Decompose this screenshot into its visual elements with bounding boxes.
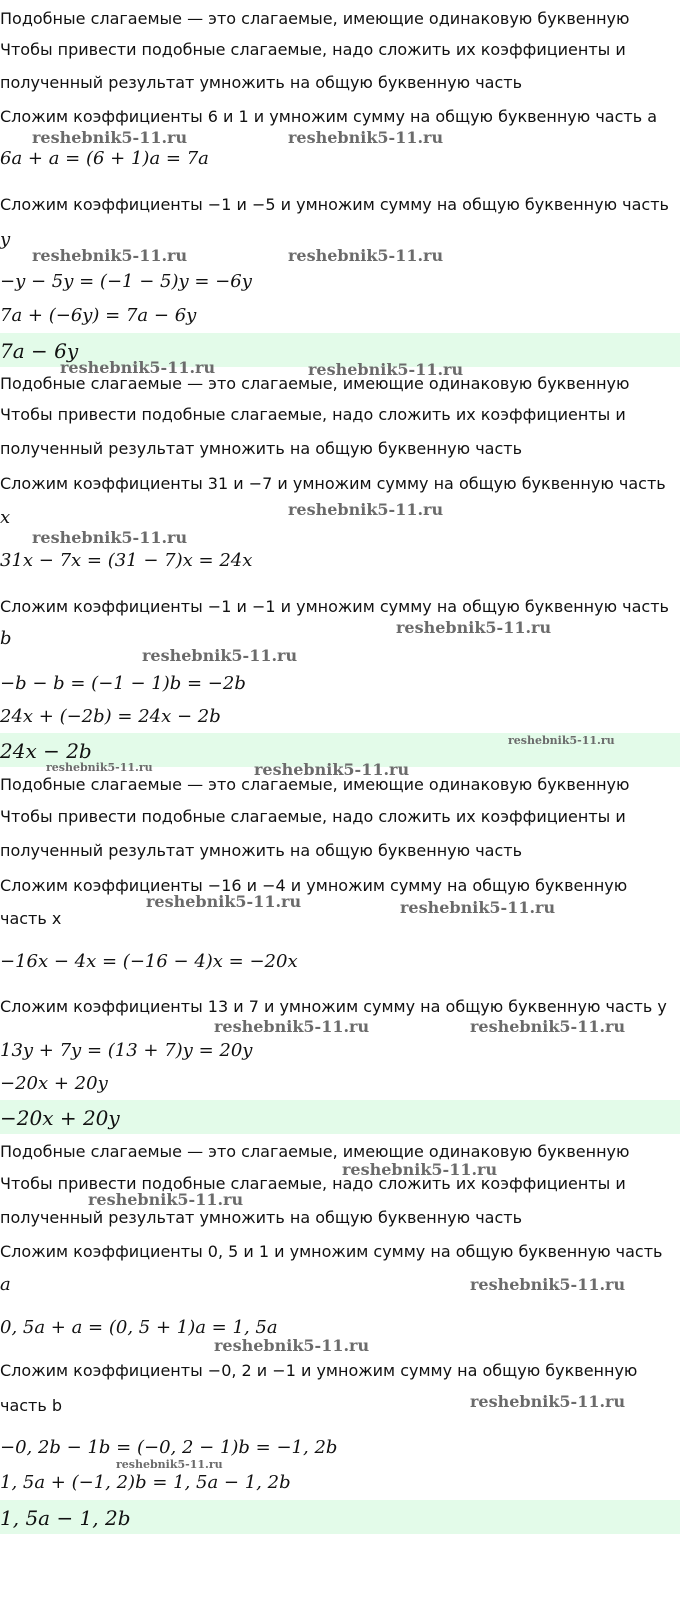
answer-box — [0, 1500, 680, 1534]
text-line: часть b — [0, 1396, 63, 1415]
text-line: Чтобы привести подобные слагаемые, надо сложить их коэффициенты и — [0, 807, 626, 826]
text-line: полученный результат умножить на общую буквенную часть — [0, 73, 523, 92]
math-line: 13y + 7y = (13 + 7)y = 20y — [0, 1040, 253, 1061]
text-line: полученный результат умножить на общую буквенную часть — [0, 439, 523, 458]
math-line: b — [0, 628, 12, 649]
text-line: Сложим коэффициенты 6 и 1 и умножим сумму на общую буквенную часть a — [0, 107, 658, 126]
watermark: reshebnik5-11.ru — [400, 898, 556, 917]
text-line: Сложим коэффициенты 31 и −7 и умножим сумму на общую буквенную часть — [0, 474, 666, 493]
text-line: Сложим коэффициенты −16 и −4 и умножим сумму на общую буквенную — [0, 876, 628, 895]
watermark: reshebnik5-11.ru — [342, 1160, 498, 1179]
text-line: полученный результат умножить на общую буквенную часть — [0, 841, 523, 860]
watermark: reshebnik5-11.ru — [470, 1017, 626, 1036]
math-line: −y − 5y = (−1 − 5)y = −6y — [0, 271, 252, 292]
math-line: −b − b = (−1 − 1)b = −2b — [0, 673, 246, 694]
watermark: reshebnik5-11.ru — [470, 1275, 626, 1294]
answer-box — [0, 1100, 680, 1134]
watermark: reshebnik5-11.ru — [308, 360, 464, 379]
watermark: reshebnik5-11.ru — [288, 500, 444, 519]
math-line: 1, 5a + (−1, 2)b = 1, 5a − 1, 2b — [0, 1472, 291, 1493]
text-line: полученный результат умножить на общую буквенную часть — [0, 1208, 523, 1227]
watermark: reshebnik5-11.ru — [32, 246, 188, 265]
text-line: часть x — [0, 909, 62, 928]
watermark: reshebnik5-11.ru — [60, 358, 216, 377]
text-line: Чтобы привести подобные слагаемые, надо сложить их коэффициенты и — [0, 40, 626, 59]
watermark: reshebnik5-11.ru — [46, 761, 153, 774]
watermark: reshebnik5-11.ru — [254, 760, 410, 779]
answer-text: 24x − 2b — [0, 739, 92, 763]
text-line: Подобные слагаемые — это слагаемые, имеющие одинаковую буквенную — [0, 1142, 630, 1161]
watermark: reshebnik5-11.ru — [88, 1190, 244, 1209]
answer-text: 7a − 6y — [0, 339, 79, 363]
text-line: Сложим коэффициенты 13 и 7 и умножим сумму на общую буквенную часть y — [0, 997, 667, 1016]
text-line: Сложим коэффициенты −1 и −1 и умножим сумму на общую буквенную часть — [0, 597, 669, 616]
watermark: reshebnik5-11.ru — [396, 618, 552, 637]
text-line: Сложим коэффициенты −1 и −5 и умножим сумму на общую буквенную часть — [0, 195, 669, 214]
math-line: 24x + (−2b) = 24x − 2b — [0, 706, 221, 727]
answer-text: 1, 5a − 1, 2b — [0, 1506, 131, 1530]
watermark: reshebnik5-11.ru — [470, 1392, 626, 1411]
watermark: reshebnik5-11.ru — [146, 892, 302, 911]
watermark: reshebnik5-11.ru — [32, 528, 188, 547]
watermark: reshebnik5-11.ru — [142, 646, 298, 665]
math-line: −16x − 4x = (−16 − 4)x = −20x — [0, 951, 298, 972]
watermark: reshebnik5-11.ru — [116, 1458, 223, 1471]
text-line: Сложим коэффициенты 0, 5 и 1 и умножим сумму на общую буквенную часть — [0, 1242, 663, 1261]
watermark: reshebnik5-11.ru — [288, 128, 444, 147]
text-line: Подобные слагаемые — это слагаемые, имеющие одинаковую буквенную — [0, 374, 630, 393]
watermark: reshebnik5-11.ru — [508, 734, 615, 747]
math-line: a — [0, 1274, 11, 1295]
answer-text: −20x + 20y — [0, 1106, 120, 1130]
math-line: 7a + (−6y) = 7a − 6y — [0, 305, 197, 326]
text-line: Чтобы привести подобные слагаемые, надо сложить их коэффициенты и — [0, 405, 626, 424]
watermark: reshebnik5-11.ru — [32, 128, 188, 147]
math-line: −20x + 20y — [0, 1073, 108, 1094]
text-line: Подобные слагаемые — это слагаемые, имеющие одинаковую буквенную — [0, 775, 630, 794]
math-line: −0, 2b − 1b = (−0, 2 − 1)b = −1, 2b — [0, 1437, 338, 1458]
watermark: reshebnik5-11.ru — [288, 246, 444, 265]
math-line: 0, 5a + a = (0, 5 + 1)a = 1, 5a — [0, 1317, 278, 1338]
math-line: 6a + a = (6 + 1)a = 7a — [0, 148, 209, 169]
text-line: Чтобы привести подобные слагаемые, надо сложить их коэффициенты и — [0, 1174, 626, 1193]
text-line: Сложим коэффициенты −0, 2 и −1 и умножим сумму на общую буквенную — [0, 1361, 638, 1380]
math-line: y — [0, 229, 11, 250]
watermark: reshebnik5-11.ru — [214, 1017, 370, 1036]
math-line: x — [0, 507, 11, 528]
watermark: reshebnik5-11.ru — [214, 1336, 370, 1355]
text-line: Подобные слагаемые — это слагаемые, имеющие одинаковую буквенную — [0, 9, 630, 28]
math-line: 31x − 7x = (31 − 7)x = 24x — [0, 550, 253, 571]
